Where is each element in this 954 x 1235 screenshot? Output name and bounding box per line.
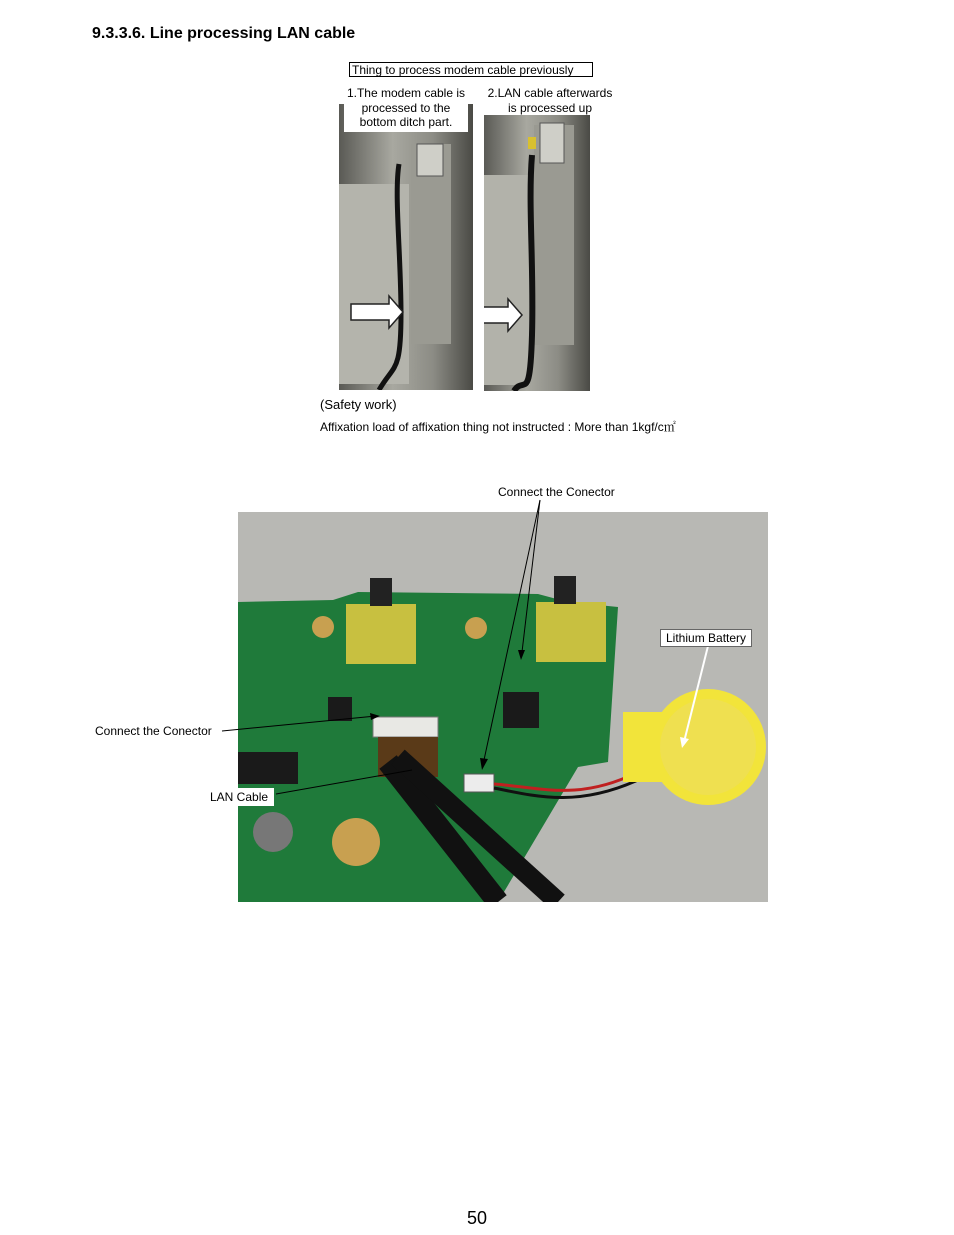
safety-title: (Safety work)	[320, 397, 397, 412]
section-heading: 9.3.3.6. Line processing LAN cable	[92, 25, 356, 42]
box-label: Thing to process modem cable previously	[349, 62, 593, 77]
photo-lan-cable	[484, 115, 590, 391]
step2-line2: is processed up	[507, 100, 593, 115]
label-lithium-battery: Lithium Battery	[660, 629, 752, 647]
photo-board	[238, 512, 768, 902]
step1-line1: 1.The modem cable is	[346, 86, 466, 100]
label-connector-top: Connect the Conector	[498, 485, 615, 499]
page-number: 50	[466, 1208, 488, 1228]
step2-caption	[482, 86, 618, 115]
photo-modem-cable	[339, 104, 473, 390]
step2-line1: 2.LAN cable afterwards	[487, 86, 613, 100]
label-connector-left: Connect the Conector	[95, 724, 212, 738]
photo-board-drawing	[238, 512, 768, 902]
step1-line3: bottom ditch part.	[359, 115, 453, 129]
step1-caption	[344, 86, 468, 132]
photo-modem-cable-drawing	[339, 104, 473, 390]
safety-note: Affixation load of affixation thing not instructed : More than 1kgf/c㎡	[320, 420, 676, 434]
step1-line2: processed to the	[361, 100, 451, 115]
photo-lan-cable-drawing	[484, 115, 590, 391]
label-lan-cable: LAN Cable	[204, 788, 274, 806]
